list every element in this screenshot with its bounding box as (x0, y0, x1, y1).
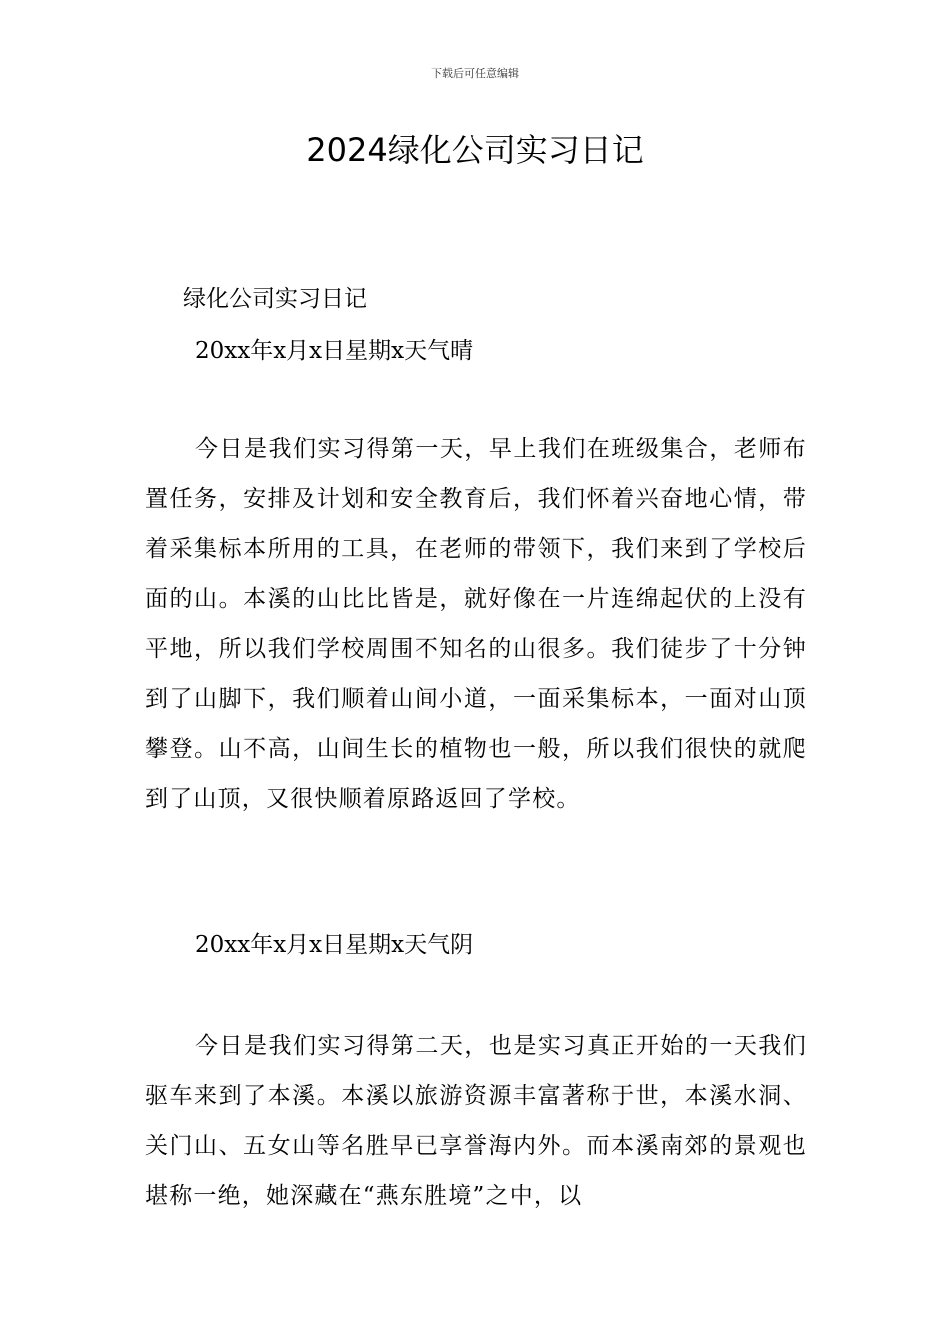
header-note: 下载后可任意编辑 (431, 67, 519, 80)
document-subtitle: 绿化公司实习日记 (183, 286, 367, 312)
entry-2-paragraph: 今日是我们实习得第二天，也是实习真正开始的一天我们驱车来到了本溪。本溪以旅游资源丰富著称于世，本溪水洞、关门山、五女山等名胜早已享誉海内外。而本溪南郊的景观也堪称一绝，她深藏在“燕东胜境”之中，以 (145, 1033, 807, 1209)
entry-1-date-line: 20xx年x月x日星期x天气晴 (195, 338, 474, 364)
entry-1-paragraph: 今日是我们实习得第一天，早上我们在班级集合，老师布置任务，安排及计划和安全教育后，我们怀着兴奋地心情，带着采集标本所用的工具，在老师的带领下，我们来到了学校后面的山。本溪的山比比皆是，就好像在一片连绵起伏的上没有平地，所以我们学校周围不知名的山很多。我们徒步了十分钟到了山脚下，我们顺着山间小道，一面采集标本，一面对山顶攀登。山不高，山间生长的植物也一般，所以我们很快的就爬到了山顶，又很快顺着原路返回了学校。 (145, 436, 807, 812)
document-title: 2024绿化公司实习日记 (306, 131, 644, 169)
entry-2-date-line: 20xx年x月x日星期x天气阴 (195, 932, 474, 958)
